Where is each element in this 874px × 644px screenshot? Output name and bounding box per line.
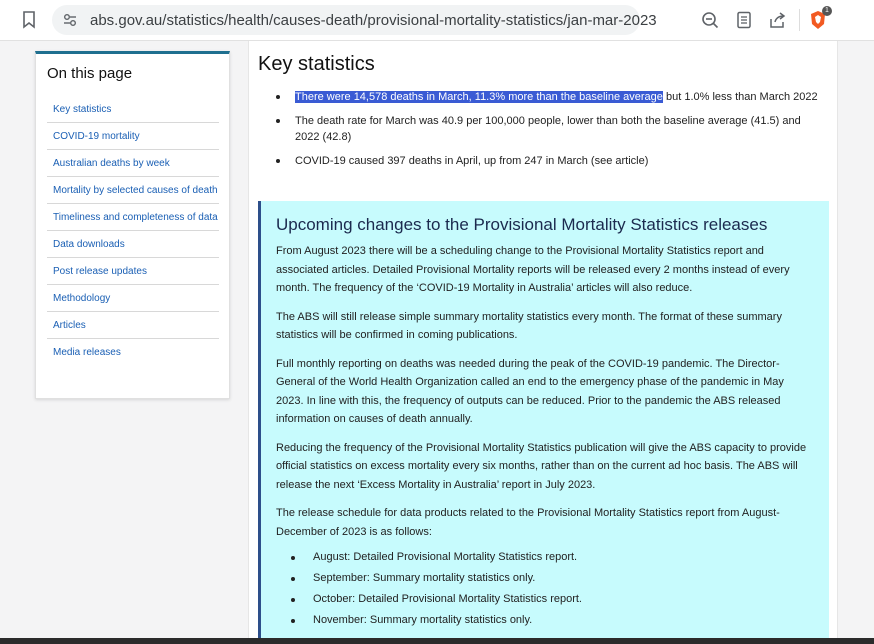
sidebar-item-timeliness[interactable]: Timeliness and completeness of data (47, 204, 219, 231)
url-text[interactable]: abs.gov.au/statistics/health/causes-death/provisional-mortality-statistics/jan-mar-2023 (90, 12, 657, 29)
sidebar-title: On this page (47, 65, 133, 82)
share-icon[interactable] (767, 10, 787, 30)
browser-toolbar (0, 0, 874, 41)
sidebar-list (47, 96, 219, 365)
address-bar[interactable] (52, 5, 657, 35)
notice-body (276, 242, 809, 631)
page-viewport (0, 41, 874, 638)
upcoming-changes-notice (258, 201, 829, 638)
taskbar-strip (0, 638, 874, 644)
sidebar-item-methodology[interactable]: Methodology (47, 285, 219, 312)
key-stat-item: The death rate for March was 40.9 per 100,000 people, lower than both the baseline average (41.5) and 2022 (42.8) (276, 113, 826, 145)
bookmark-icon[interactable] (19, 10, 39, 30)
schedule-item: August: Detailed Provisional Mortality Statistics report. (276, 547, 809, 568)
schedule-item: November: Summary mortality statistics only. (276, 610, 809, 631)
notice-paragraph: Full monthly reporting on deaths was needed during the peak of the COVID-19 pandemic. The Director-General of the World Health Organization called an end to the emergency phase of the pandemic in May 2023. In line with this, the frequency of outputs can be reduced. Prior to the pandemic the ABS released information on causes of death annually. (276, 357, 784, 425)
sidebar-item-australian-deaths-by-week[interactable]: Australian deaths by week (47, 150, 219, 177)
notice-paragraph: The ABS will still release simple summary mortality statistics every month. The format of these summary statistics will be confirmed in coming publications. (276, 310, 782, 341)
reader-mode-icon[interactable] (734, 10, 754, 30)
shields-badge: 1 (822, 6, 832, 16)
key-statistics-list (276, 89, 826, 177)
key-stat-text: but 1.0% less than March 2022 (662, 91, 818, 103)
sidebar-item-articles[interactable]: Articles (47, 312, 219, 339)
key-stat-item (276, 89, 826, 105)
notice-paragraph: The release schedule for data products related to the Provisional Mortality Statistics report from August-December of 2023 is as follows: (276, 507, 780, 538)
highlighted-text[interactable]: There were 14,578 deaths in March, 11.3% more than the baseline average (295, 91, 663, 103)
sidebar-item-covid-19-mortality[interactable]: COVID-19 mortality (47, 123, 219, 150)
notice-paragraph: From August 2023 there will be a scheduling change to the Provisional Mortality Statistics report and associated articles. Detailed Provisional Mortality reports will be released every 2 months instead of every month. The frequency of the ‘COVID-19 Mortality in Australia’ articles will also reduce. (276, 245, 790, 294)
schedule-item: October: Detailed Provisional Mortality Statistics report. (276, 589, 809, 610)
sidebar-item-mortality-by-cause[interactable]: Mortality by selected causes of death (47, 177, 219, 204)
sidebar-item-media-releases[interactable]: Media releases (53, 347, 121, 358)
key-stat-item: COVID-19 caused 397 deaths in April, up from 247 in March (see article) (276, 153, 826, 169)
notice-heading: Upcoming changes to the Provisional Mortality Statistics releases (276, 215, 768, 234)
sidebar-item-data-downloads[interactable]: Data downloads (47, 231, 219, 258)
sidebar-item-key-statistics[interactable]: Key statistics (47, 96, 219, 123)
zoom-icon[interactable] (700, 10, 720, 30)
key-statistics-heading: Key statistics (258, 53, 375, 75)
toolbar-divider (799, 9, 800, 31)
schedule-item: September: Summary mortality statistics only. (276, 568, 809, 589)
on-this-page-nav (35, 51, 230, 399)
release-schedule-list (276, 547, 809, 631)
site-settings-icon[interactable] (60, 10, 80, 30)
sidebar-item-post-release-updates[interactable]: Post release updates (47, 258, 219, 285)
notice-paragraph: Reducing the frequency of the Provisional Mortality Statistics publication will give the ABS capacity to provide official statistics on excess mortality every six months, rather than on the current ad hoc basis. The ABS will release the next ‘Excess Mortality in Australia’ report in July 2023. (276, 441, 807, 491)
